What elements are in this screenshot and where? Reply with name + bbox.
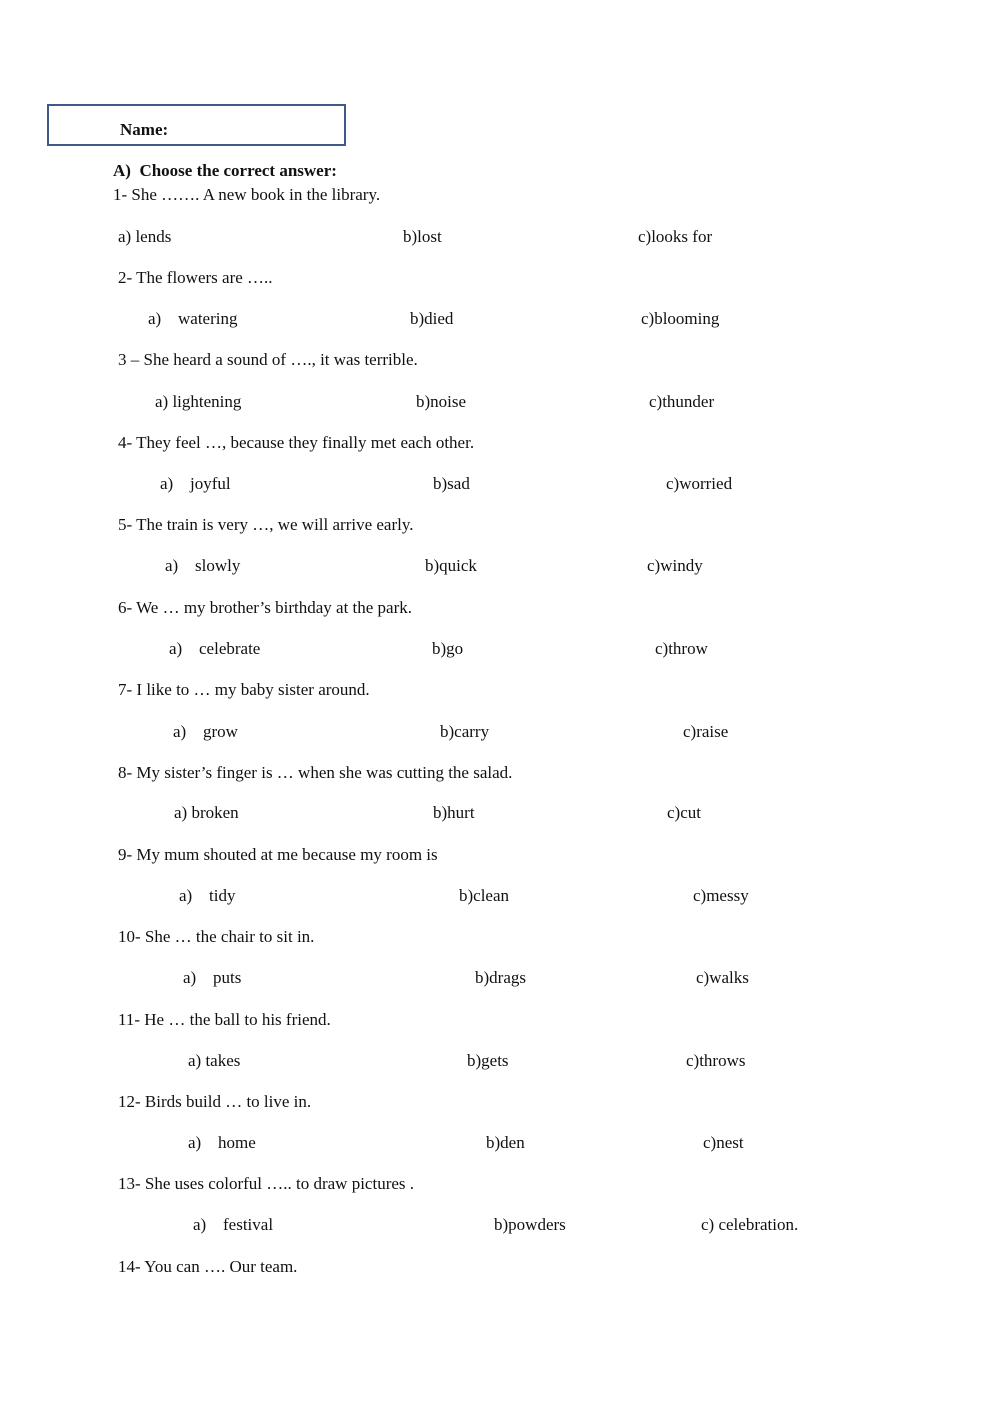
- section-instruction: Choose the correct answer:: [139, 161, 337, 180]
- question-4-prompt: 4- They feel …, because they finally met each other.: [118, 433, 475, 452]
- question-5-option-a[interactable]: [165, 556, 240, 576]
- option-a-marker: a): [160, 474, 174, 493]
- question-7-option-a[interactable]: [173, 722, 238, 742]
- question-2-option-a[interactable]: [148, 309, 237, 329]
- question-5-option-c[interactable]: c)windy: [647, 556, 703, 575]
- option-a-marker: a): [193, 1215, 207, 1234]
- question-9-option-c[interactable]: c)messy: [693, 886, 749, 905]
- question-7-option-b[interactable]: b)carry: [440, 722, 490, 741]
- question-1-prompt: 1- She ……. A new book in the library.: [113, 185, 381, 204]
- question-6-prompt: 6- We … my brother’s birthday at the park.: [118, 598, 413, 617]
- question-7-prompt: 7- I like to … my baby sister around.: [118, 680, 370, 699]
- name-label: Name:: [120, 120, 169, 139]
- option-a-text: grow: [203, 722, 238, 741]
- question-9-option-a[interactable]: [179, 886, 235, 906]
- option-a-marker: a): [148, 309, 162, 328]
- question-5-option-b[interactable]: b)quick: [425, 556, 477, 575]
- section-heading: [113, 161, 337, 181]
- question-1-option-c[interactable]: c)looks for: [638, 227, 713, 246]
- question-3-option-c[interactable]: c)thunder: [649, 392, 715, 411]
- option-a-marker: a): [183, 968, 197, 987]
- option-a-text: watering: [178, 309, 238, 328]
- question-4-option-a[interactable]: [160, 474, 231, 494]
- question-12-prompt: 12- Birds build … to live in.: [118, 1092, 312, 1111]
- option-a-text: puts: [213, 968, 242, 987]
- question-10-option-a[interactable]: [183, 968, 241, 988]
- question-3-option-a[interactable]: a) lightening: [155, 392, 242, 411]
- question-4-option-b[interactable]: b)sad: [433, 474, 470, 493]
- question-10-option-c[interactable]: c)walks: [696, 968, 749, 987]
- question-13-option-a[interactable]: [193, 1215, 273, 1235]
- question-11-prompt: 11- He … the ball to his friend.: [118, 1010, 331, 1029]
- question-14-prompt: 14- You can …. Our team.: [118, 1257, 298, 1276]
- question-7-option-c[interactable]: c)raise: [683, 722, 729, 741]
- question-2-prompt: 2- The flowers are …..: [118, 268, 273, 287]
- question-13-option-b[interactable]: b)powders: [494, 1215, 566, 1234]
- question-13-option-c[interactable]: c) celebration.: [701, 1215, 799, 1234]
- option-a-marker: a): [179, 886, 193, 905]
- option-a-text: joyful: [190, 474, 231, 493]
- question-11-option-a[interactable]: a) takes: [188, 1051, 241, 1070]
- question-8-option-b[interactable]: b)hurt: [433, 803, 475, 822]
- name-field-box[interactable]: [47, 104, 346, 146]
- option-a-text: celebrate: [199, 639, 261, 658]
- question-12-option-a[interactable]: [188, 1133, 256, 1153]
- question-9-option-b[interactable]: b)clean: [459, 886, 510, 905]
- question-6-option-a[interactable]: [169, 639, 260, 659]
- question-13-prompt: 13- She uses colorful ….. to draw pictures .: [118, 1174, 415, 1193]
- question-3-prompt: 3 – She heard a sound of …., it was terrible.: [118, 350, 418, 369]
- option-a-marker: a): [165, 556, 179, 575]
- question-8-option-a[interactable]: a) broken: [174, 803, 239, 822]
- question-12-option-b[interactable]: b)den: [486, 1133, 525, 1152]
- question-2-option-b[interactable]: b)died: [410, 309, 454, 328]
- question-4-option-c[interactable]: c)worried: [666, 474, 733, 493]
- option-a-text: festival: [223, 1215, 274, 1234]
- option-a-marker: a): [188, 1133, 202, 1152]
- question-1-option-a[interactable]: a) lends: [118, 227, 172, 246]
- option-a-marker: a): [173, 722, 187, 741]
- question-11-option-c[interactable]: c)throws: [686, 1051, 746, 1070]
- option-a-text: tidy: [209, 886, 236, 905]
- question-5-prompt: 5- The train is very …, we will arrive early.: [118, 515, 414, 534]
- question-6-option-b[interactable]: b)go: [432, 639, 464, 658]
- section-marker: A): [113, 161, 131, 180]
- question-1-option-b[interactable]: b)lost: [403, 227, 442, 246]
- question-6-option-c[interactable]: c)throw: [655, 639, 708, 658]
- question-3-option-b[interactable]: b)noise: [416, 392, 467, 411]
- question-10-option-b[interactable]: b)drags: [475, 968, 526, 987]
- question-8-prompt: 8- My sister’s finger is … when she was cutting the salad.: [118, 763, 513, 782]
- question-9-prompt: 9- My mum shouted at me because my room is: [118, 845, 438, 864]
- option-a-text: home: [218, 1133, 256, 1152]
- option-a-marker: a): [169, 639, 183, 658]
- question-8-option-c[interactable]: c)cut: [667, 803, 701, 822]
- option-a-text: slowly: [195, 556, 241, 575]
- question-2-option-c[interactable]: c)blooming: [641, 309, 720, 328]
- question-12-option-c[interactable]: c)nest: [703, 1133, 744, 1152]
- question-11-option-b[interactable]: b)gets: [467, 1051, 509, 1070]
- question-10-prompt: 10- She … the chair to sit in.: [118, 927, 315, 946]
